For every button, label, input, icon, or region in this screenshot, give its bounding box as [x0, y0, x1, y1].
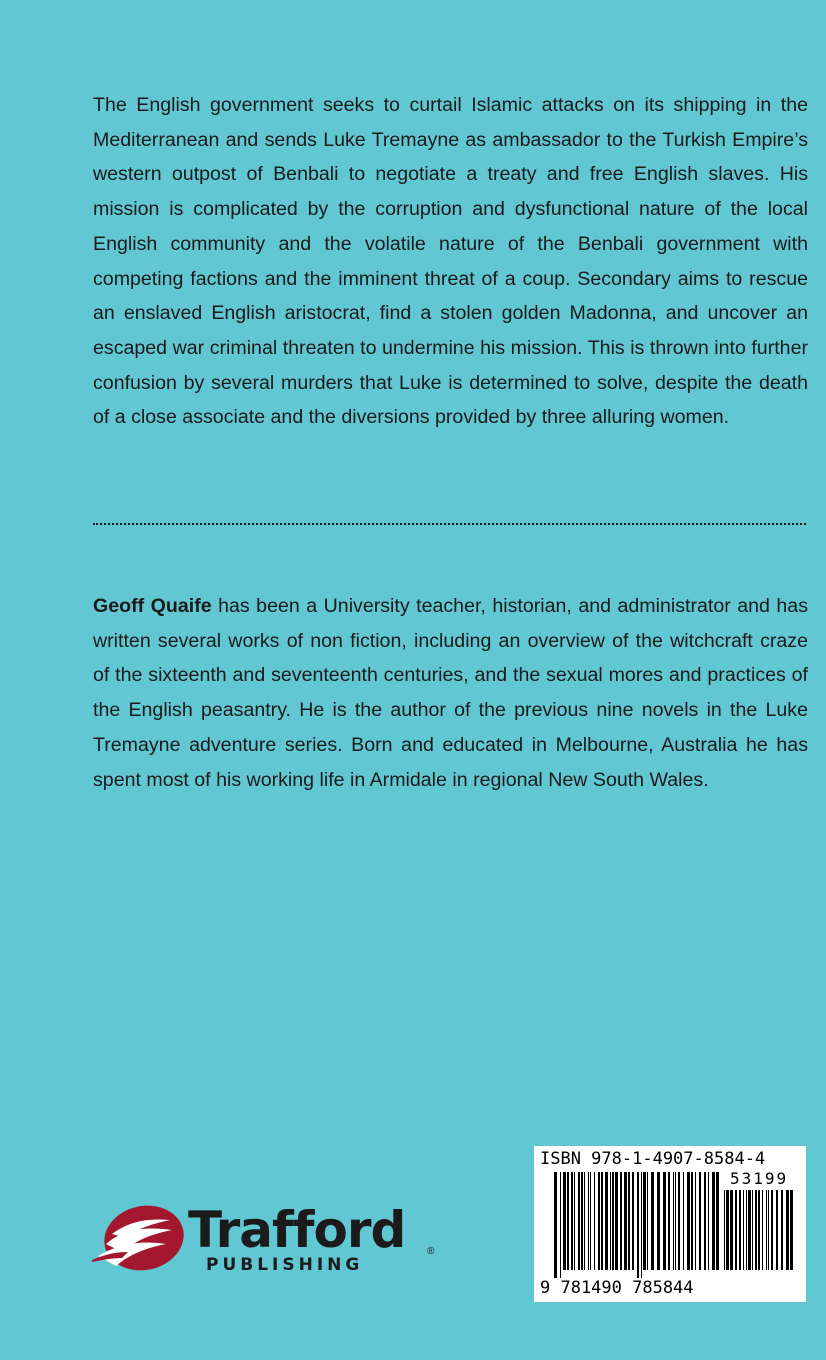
- barcode-bar: [675, 1172, 676, 1270]
- barcode-bar: [651, 1172, 654, 1270]
- barcode-bar: [752, 1190, 753, 1270]
- barcode-bar: [620, 1172, 622, 1270]
- barcode-bar: [781, 1190, 783, 1270]
- registered-mark: ®: [427, 1246, 435, 1257]
- publisher-name: Trafford: [188, 1201, 406, 1259]
- barcode-bar: [615, 1172, 618, 1270]
- barcode-bar: [708, 1172, 709, 1270]
- barcode-bar: [643, 1172, 646, 1270]
- barcode-bar: [678, 1172, 680, 1270]
- barcode-bar: [724, 1190, 725, 1270]
- author-name: Geoff Quaife: [93, 595, 212, 617]
- barcode-bar: [588, 1172, 589, 1270]
- barcode-bar: [571, 1172, 573, 1270]
- barcode-bar: [598, 1172, 600, 1270]
- barcode-bar: [776, 1190, 778, 1270]
- barcode-bar: [699, 1172, 701, 1270]
- barcode-bar: [712, 1172, 715, 1270]
- barcode-bar: [687, 1172, 690, 1270]
- isbn-barcode: [534, 1146, 806, 1302]
- barcode-bar: [563, 1172, 566, 1270]
- barcode-bar: [637, 1172, 639, 1278]
- barcode-bar: [716, 1172, 719, 1270]
- barcode-bar: [768, 1190, 769, 1270]
- barcode-bar: [668, 1172, 670, 1270]
- barcode-bar: [771, 1190, 773, 1270]
- ean-barcode-bars: [554, 1172, 719, 1278]
- barcode-bar: [560, 1172, 561, 1278]
- barcode-bar: [605, 1172, 608, 1270]
- barcode-bar: [766, 1190, 767, 1270]
- barcode-bar: [755, 1190, 757, 1270]
- barcode-bar: [673, 1172, 674, 1270]
- barcode-bar: [612, 1172, 614, 1270]
- book-blurb: The English government seeks to curtail Islamic attacks on its shipping in the Mediterranean and sends Luke Tremayne as ambassador to the Turkish Empire’s western outpost of Benbali to negotiate a treaty and free English slaves. His mission is complicated by the corruption and dysfunctional nature of the local English community and the volatile nature of the Benbali government with competing factions and the imminent threat of a coup. Secondary aims to rescue an enslaved English aristocrat, find a stolen golden Madonna, and uncover an escaped war criminal threaten to undermine his mission. This is thrown into further confusion by several murders that Luke is determined to solve, despite the death of a close associate and the diversions provided by three alluring women.: [93, 94, 808, 429]
- barcode-bar: [610, 1172, 611, 1270]
- dotted-divider: [93, 523, 806, 525]
- barcode-bar: [584, 1172, 585, 1270]
- barcode-bar: [746, 1190, 747, 1270]
- barcode-bar: [581, 1172, 583, 1270]
- barcode-bar: [601, 1172, 603, 1270]
- ean-digits: 9 781490 785844: [540, 1278, 694, 1298]
- barcode-bar: [762, 1190, 763, 1270]
- publisher-logo: [92, 1200, 452, 1290]
- author-bio: [93, 589, 808, 797]
- barcode-bar: [786, 1190, 789, 1270]
- barcode-bar: [743, 1190, 744, 1270]
- barcode-bar: [647, 1172, 648, 1270]
- barcode-bar: [691, 1172, 693, 1270]
- barcode-bar: [590, 1172, 591, 1270]
- barcode-bar: [594, 1172, 595, 1270]
- price-code: 53199: [730, 1169, 789, 1188]
- barcode-bar: [704, 1172, 706, 1270]
- barcode-bar: [739, 1190, 741, 1270]
- barcode-bar: [578, 1172, 580, 1270]
- addon-barcode-bars: [724, 1190, 796, 1278]
- barcode-bar: [641, 1172, 642, 1278]
- barcode-bar: [735, 1190, 737, 1270]
- publisher-subtitle: PUBLISHING: [206, 1255, 364, 1275]
- barcode-bar: [657, 1172, 660, 1270]
- barcode-bar: [624, 1172, 627, 1270]
- barcode-bar: [790, 1190, 793, 1270]
- trafford-sail-logo-icon: [92, 1200, 188, 1280]
- barcode-bar: [632, 1172, 634, 1270]
- barcode-bar: [695, 1172, 696, 1270]
- barcode-bar: [758, 1190, 760, 1270]
- barcode-bar: [554, 1172, 557, 1278]
- barcode-bar: [748, 1190, 751, 1270]
- barcode-bar: [574, 1172, 575, 1270]
- isbn-label: ISBN 978-1-4907-8584-4: [540, 1149, 766, 1169]
- barcode-bar: [726, 1190, 729, 1270]
- barcode-bar: [683, 1172, 684, 1270]
- barcode-bar: [730, 1190, 733, 1270]
- author-bio-text: has been a University teacher, historian, and administrator and has written several works of non fiction, including an overview of the witchcraft craze of the sixteenth and seventeenth centuries, and the sexual mores and practices of the English peasantry. He is the author of the previous nine novels in the Luke Tremayne adventure series. Born and educated in Melbourne, Australia he has spent most of his working life in Armidale in regional New South Wales.: [93, 595, 809, 791]
- barcode-bar: [628, 1172, 630, 1270]
- barcode-bar: [567, 1172, 569, 1270]
- barcode-bar: [663, 1172, 666, 1270]
